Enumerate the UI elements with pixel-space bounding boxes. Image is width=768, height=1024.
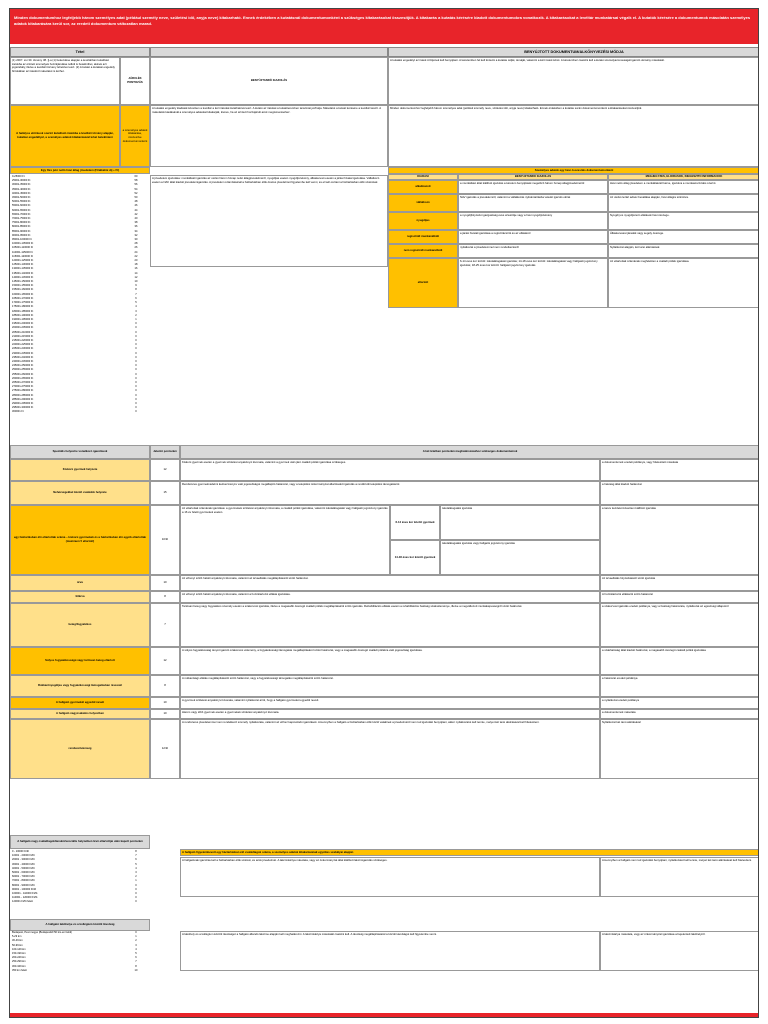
income-row-points: 0 — [135, 410, 137, 414]
income-row-points: 50 — [134, 196, 138, 200]
income-row-label: 180001-185000 Ft — [12, 309, 34, 313]
income-row-label: 60001-65000 Ft — [12, 208, 31, 212]
section-c-row-points: 8 — [135, 850, 137, 853]
income-row-points: 0 — [135, 393, 137, 397]
section-c-row-points: 5 — [135, 862, 137, 866]
situation-points: 8 — [150, 591, 180, 603]
section-d-row-label: 250-299 km — [12, 960, 26, 964]
situation-label: Kiskorú gyermek helyzete — [10, 459, 150, 481]
income-row-points: 0 — [135, 326, 137, 330]
situation-points: 12 — [150, 647, 180, 675]
category-certificate: NAV igazolás a jövedelemről, valamint a vállalkozás nyilvántartásba vételét igazoló okirat — [458, 194, 608, 212]
section-d-row-label: 5-29 km — [12, 935, 22, 939]
situation-sub-text: iskolalátogatási igazolás vagy hallgatói jogviszony igazolás — [440, 540, 600, 575]
income-row-points: 42 — [134, 212, 138, 216]
section-c-row-label: 60001 - 70000 Ft/fő — [12, 875, 35, 879]
situation-note: a dokumentumok eredeti példánya, vagy hitelesített másolata — [600, 459, 759, 481]
section-c-row-label: 20001 - 30000 Ft/fő — [12, 858, 35, 862]
section-c-row-label: 10001 - 20000 Ft/fő — [12, 854, 35, 858]
section-a-col-header: Személyes adatok egy havi összesítés dokumentumonként — [388, 167, 759, 174]
income-row-label: 130001-135000 Ft — [12, 267, 34, 271]
income-row-points: 0 — [135, 401, 137, 405]
income-row-points: 0 — [135, 359, 137, 363]
section-d-row-label: 50-99 km — [12, 943, 23, 947]
income-row-label: 245001-250000 Ft — [12, 364, 34, 368]
section-c-row-points: 6 — [135, 858, 137, 862]
situation-certificate: Az elhunyt szülő halotti anyakönyvi kivonata, valamint a hozzátartozói ellátás igazolása. — [180, 591, 600, 603]
situation-points: 15 — [150, 481, 180, 505]
income-row-points: 0 — [135, 364, 137, 368]
situation-note: a dokumentumok másolata — [600, 709, 759, 719]
category-label: eltartott — [388, 258, 458, 308]
situation-note: Nyilatkozat két tanú aláírásával — [600, 719, 759, 779]
income-row-points: 24 — [134, 250, 138, 254]
category-note: Nyugdíj és nyugdíjszerű ellátások havi összege. — [608, 212, 759, 230]
row1-description: A kutatási engedélyt az iratok őrzőjének kell benyújtani. A kérelemben fel kell tüntetni a kutatás célját, témáját, valamint a kért iratok körét. A kérelemhez csatolni kell a kutató személyazonosságát igazoló okmány másolatát. — [388, 57, 759, 105]
situation-sub-label: 14-18 éves kor között gyermek — [390, 540, 440, 575]
situation-certificate: Három vagy több gyermek esetén a gyermekek születési anyakönyvi kivonata. — [180, 709, 600, 719]
income-row-points: 52 — [134, 191, 138, 195]
situation-note: a nyilatkozat eredeti példánya — [600, 697, 759, 709]
income-row-label: 195001-200000 Ft — [12, 322, 34, 326]
situation-points: 7 — [150, 603, 180, 647]
income-row-points: 30 — [134, 238, 138, 242]
section-d-row-points: 0 — [135, 931, 137, 934]
income-row-points: 60 — [134, 175, 138, 178]
situation-note: a szakhatóság által kiadott határozat, a magasabb összegű családi pótlék igazolása — [600, 647, 759, 675]
income-row-label: 125001-130000 Ft — [12, 263, 34, 267]
situation-label: beteg/fogyatékos — [10, 603, 150, 647]
income-row-label: 40001-45000 Ft — [12, 191, 31, 195]
situation-points: 12 — [150, 459, 180, 481]
section-c-row-label: 0 - 10000 Ft/fő — [12, 850, 29, 853]
income-row-label: 215001-220000 Ft — [12, 338, 34, 342]
income-row-label: 295001-300000 Ft — [12, 406, 34, 410]
section-d-title: A hallgató lakóhelye és a kollégium közötti távolság — [10, 919, 150, 931]
income-row-points: 0 — [135, 406, 137, 410]
situation-label: rendszertelenség — [10, 719, 150, 779]
income-row-label: 90001-95000 Ft — [12, 233, 31, 237]
income-row-points: 38 — [134, 221, 138, 225]
income-row-points: 5 — [135, 301, 137, 305]
income-row-label: 115001-120000 Ft — [12, 254, 34, 258]
section-c-row-label: 30001 - 40000 Ft/fő — [12, 862, 35, 866]
row2-mid-text: A kutatási engedély kiadását követően a levéltár a kért iratokat kutathatóvá teszi. A kutató az iratokat a kutatóteremben tanulmányozhatja. Másolatot a kutató kérésére a levéltár készít. A másolatok kiadásánál a személyes adatokat kitakarják, kivéve, ha az érintett hozzájárult azok megismeréséhez. — [150, 105, 388, 167]
section-c-row-points: 0 — [135, 896, 137, 900]
income-row-points: 18 — [134, 263, 138, 267]
income-row-points: 0 — [135, 389, 137, 393]
income-row-points: 44 — [134, 208, 138, 212]
category-note: Álláskeresési járadék vagy segély összege. — [608, 230, 759, 244]
income-row-label: 70001-75000 Ft — [12, 217, 31, 221]
situation-label: egy háztartásban élő eltartottak száma – kiskorú gyermekek és a háztartásban élő egyéb eltartottak (maximum 5 eltartott) — [10, 505, 150, 575]
row1-certificate-header: BENYÚJTANDÓ IGAZOLÁS — [150, 57, 388, 105]
income-row-label: 200001-205000 Ft — [12, 326, 34, 330]
income-row-points: 32 — [134, 233, 138, 237]
income-row-label: 260001-265000 Ft — [12, 376, 34, 380]
income-row-points: 0 — [135, 376, 137, 380]
section-a-title: Egy főre jutó nettó havi átlag jövedelem (Ft/alkalmi díj + Ft) — [10, 167, 150, 174]
income-row-points: 34 — [134, 229, 138, 233]
situation-points: 10/fő — [150, 505, 180, 575]
header-item: Tétel — [10, 47, 150, 57]
income-row-label: 165001-170000 Ft — [12, 296, 34, 300]
section-c-row-points: 0 — [135, 900, 137, 904]
income-row-label: 160001-165000 Ft — [12, 292, 34, 296]
income-row-points: 22 — [134, 254, 138, 258]
section-c-row-points: 3 — [135, 871, 137, 875]
income-row-label: 175001-180000 Ft — [12, 305, 34, 309]
row2-right-text: Minden dokumentumhoz legfeljebb három személyes adat (például személy neve, születési idő, anyja neve) kitakarható. Ennek érdekében a kutatás során dokumentumonként a kitakarásokat összesítjük. — [388, 105, 759, 167]
income-row-points: 6 — [135, 296, 137, 300]
income-row-label: 150001-155000 Ft — [12, 284, 34, 288]
section-c-row-label: 90001 - 100000 Ft/fő — [12, 887, 37, 891]
income-row-points: 8 — [135, 288, 137, 292]
document-page — [9, 8, 759, 1018]
situation-sub-text: iskolalátogatási igazolás — [440, 505, 600, 540]
section-c-row-label: 50001 - 60000 Ft/fő — [12, 871, 35, 875]
section-d-row-label: 200-249 km — [12, 956, 26, 960]
income-row-points: 0 — [135, 343, 137, 347]
income-row-label: 35001-40000 Ft — [12, 187, 31, 191]
situation-note: Az árvaellátás folyósításáról szóló igazolás — [600, 575, 759, 591]
section-d-right-text: A lakcímkártya másolata, vagy az önkormányzat igazolása a bejelentett lakóhelyről. — [600, 931, 759, 971]
situation-note: a tanév kezdetét követően kiállított igazolás — [600, 505, 759, 575]
income-row-label: 65001-70000 Ft — [12, 212, 31, 216]
section-d-row-points: 5 — [135, 952, 137, 956]
situation-note: a hatóság által kiadott határozat — [600, 481, 759, 505]
income-row-points: 3 — [135, 309, 137, 313]
category-note: Nyilatkozat alapján, két tanú aláírásával. — [608, 244, 759, 258]
section-c-points — [122, 850, 150, 910]
section-d-points — [122, 931, 150, 1017]
section-c-row-label: 110001 - 120000 Ft/fő — [12, 896, 38, 900]
section-d-mid-text: A lakóhely és a kollégium közötti távolságot a hallgató állandó lakcíme alapján kell meghatározni. A lakcímkártya másolatát csatolni kell. A távolság megállapításánál a közúti távolságot kell figyelembe venni. — [180, 931, 600, 971]
situation-certificate: Az elhunyt szülő halotti anyakönyvi kivonata, valamint az árvaellátás megállapításáról szóló határozat. — [180, 575, 600, 591]
income-row-points: 10 — [134, 280, 138, 284]
situation-certificate: Tartósan beteg vagy fogyatékos személy esetén a szakorvosi igazolás, illetve a magasabb összegű családi pótlék megállapításáról szóló igazolás. Rehabilitációs ellátás esetén a rehabilitációs hatóság szakvéleménye, illetve a megváltozott munkaképességről szóló határozat. — [180, 603, 600, 647]
income-row-points: 0 — [135, 330, 137, 334]
situation-sub-label: 6-14 éves kor között gyermek — [390, 505, 440, 540]
income-row-label: 170001-175000 Ft — [12, 301, 34, 305]
income-row-points: 28 — [134, 242, 138, 246]
section-c-row-label: 100001 - 110000 Ft/fő — [12, 892, 38, 896]
income-row-label: 240001-245000 Ft — [12, 359, 34, 363]
situation-label: Nehézségekkel küzdő családok helyzete — [10, 481, 150, 505]
income-row-label: 300001 Ft — [12, 410, 24, 414]
header-document-mode: BENYÚJTOTT DOKUMENTUM/ALKÖNYVEZÉSI MÓDJA — [388, 47, 759, 57]
income-row-points: 14 — [134, 271, 138, 275]
category-note: Az eltartottak számának megfelelően a családi pótlék igazolása. — [608, 258, 759, 308]
income-row-label: 45001-50000 Ft — [12, 196, 31, 200]
category-certificate: a nyugdíjfolyósító igazgatóság éves értesítője vagy a havi nyugdíjszelvény — [458, 212, 608, 230]
section-c-row-points: 2 — [135, 875, 137, 879]
situation-points: 8 — [150, 675, 180, 697]
section-d-row-label: 150-199 km — [12, 952, 26, 956]
section-d-row-points: 6 — [135, 956, 137, 960]
section-c-row-points: 0 — [135, 892, 137, 896]
section-a-sub-right: MEGJEGYZÉS, ELŐÍRÁSOK, KIEGÉSZÍTŐ INFORMÁCIÓK — [608, 174, 759, 180]
income-row-points: 7 — [135, 292, 137, 296]
income-row-label: 155001-160000 Ft — [12, 288, 34, 292]
income-row-label: 265001-270000 Ft — [12, 380, 34, 384]
income-row-label: 225001-230000 Ft — [12, 347, 34, 351]
category-certificate: a járási hivatal igazolása a regisztrációról és az ellátásról — [458, 230, 608, 244]
section-c-row-points: 0 — [135, 887, 137, 891]
income-row-label: 220001-225000 Ft — [12, 343, 34, 347]
income-row-label: 30001-35000 Ft — [12, 183, 31, 187]
income-row-points: 54 — [134, 187, 138, 191]
income-row-points: 0 — [135, 397, 137, 401]
section-c-row-points: 7 — [135, 854, 137, 858]
income-row-points: 26 — [134, 246, 138, 250]
income-row-label: 75001-80000 Ft — [12, 221, 31, 225]
section-d-row-points: 7 — [135, 960, 137, 964]
income-row-label: 85001-90000 Ft — [12, 229, 31, 233]
situation-note: A hozzátartozói ellátásról szóló határozat — [600, 591, 759, 603]
income-row-label: 205001-210000 Ft — [12, 330, 34, 334]
income-row-points: 20 — [134, 259, 138, 263]
situation-label: Rokkantnyugdíjas vagy fogyatékossági támogatásban részesül — [10, 675, 150, 697]
situation-points: 10 — [150, 575, 180, 591]
section-c-right-text: Amennyiben a hallgató nem tud igazolást benyújtani, nyilatkozatot kell tennie, melyet két tanú aláírásával kell hitelesíteni. — [600, 857, 759, 897]
situation-label: A hallgató nagycsaládos helyzetben — [10, 709, 150, 719]
income-row-label: 185001-190000 Ft — [12, 313, 34, 317]
income-row-points: 56 — [134, 183, 138, 187]
income-row-label: 135001-140000 Ft — [12, 271, 34, 275]
section-c-row-label: 70001 - 80000 Ft/fő — [12, 879, 35, 883]
situation-certificate: Kiskorú gyermek esetén a gyermek születési anyakönyvi kivonata, valamint a gyermek után járó családi pótlék igazolása szükséges. — [180, 459, 600, 481]
income-list — [12, 175, 122, 443]
row2-title: A hatályos előírások szerint kutatható iratokba a levéltári törvény alapján, kutatási engedéllyel, a személyes adatok kitakarásával lehet betekinteni — [10, 105, 120, 167]
section-d-row-label: Budapest, Pest megye (Budapesttől 50 km-en belül) — [12, 931, 72, 934]
section-d-row-points: 1 — [135, 935, 137, 939]
income-row-label: 100001-105000 Ft — [12, 242, 34, 246]
income-row-label: 145001-150000 Ft — [12, 280, 34, 284]
income-row-points: 0 — [135, 380, 137, 384]
income-row-points: 0 — [135, 347, 137, 351]
section-b-points-header: Jelentő pontszám — [150, 445, 180, 459]
income-row-points: 16 — [134, 267, 138, 271]
situation-note: a szakorvosi igazolás eredeti példánya, vagy a hatóság határozata, nyilatkozat az egészségi állapotról — [600, 603, 759, 647]
situation-label: A hallgató gyermekét egyedül neveli — [10, 697, 150, 709]
situation-note: a határozat eredeti példánya — [600, 675, 759, 697]
section-a-sub-mid: BENYÚJTANDÓ IGAZOLÁS — [458, 174, 608, 180]
income-row-points: 48 — [134, 200, 138, 204]
section-a-sub-left: KIADÁSI — [388, 174, 458, 180]
section-c-row-label: 40001 - 50000 Ft/fő — [12, 866, 35, 870]
income-row-points: 36 — [134, 225, 138, 229]
situation-certificate: Az eltartottak számának igazolása: a gyermekek születési anyakönyvi kivonata, a családi pótlék igazolása, valamint iskolalátogatási vagy hallgatói jogviszony igazolás a 16 év feletti gyermekek esetén. — [180, 505, 390, 575]
section-d-row-points: 4 — [135, 947, 137, 951]
category-certificate: nyilatkozat a jövedelemmel nem rendelkezésről — [458, 244, 608, 258]
income-row-label: 210001-215000 Ft — [12, 334, 34, 338]
section-d-row-label: 100-149 km — [12, 947, 26, 951]
income-row-label: 290001-295000 Ft — [12, 401, 34, 405]
income-row-label: 110001-115000 Ft — [12, 250, 33, 254]
income-row-points: 46 — [134, 204, 138, 208]
income-row-points: 0 — [135, 351, 137, 355]
income-row-points: 40 — [134, 217, 138, 221]
category-note: Havi nettó átlag jövedelem a munkáltatótól kérve, igazolva a munkaszerződés szerint. — [608, 180, 759, 194]
section-c-row-label: 120001 Ft/fő felett — [12, 900, 33, 904]
section-c-mid-text: A hallgatónak igazolnia kell a háztartásban élők számát, és azok jövedelmét. A lakcímkártya másolata, vagy az önkormányzat által kiállított lakcímigazolás szükséges. — [180, 857, 600, 897]
income-row-points: 0 — [135, 385, 137, 389]
situation-label: félárva — [10, 591, 150, 603]
income-row-label: 95001-100000 Ft — [12, 238, 32, 242]
income-row-points: 0 — [135, 322, 137, 326]
income-row-label: 230001-235000 Ft — [12, 351, 34, 355]
income-row-label: 190001-195000 Ft — [12, 317, 34, 321]
section-d-row-label: 30-49 km — [12, 939, 23, 943]
situation-label: árva — [10, 575, 150, 591]
section-c-list — [12, 850, 122, 910]
category-certificate: 6-14 éves kor között: iskolalátogatási igazolás; 14-18 éves kor között: iskolalátogatási vagy hallgatói jogviszony igazolás; 18-25 éves kor között: hallgatói jogviszony igazolás — [458, 258, 608, 308]
category-certificate: a munkáltató által kiállított igazolás a kérelem benyújtását megelőző három hónap átlagjövedelméről — [458, 180, 608, 194]
income-row-label: 80001-85000 Ft — [12, 225, 31, 229]
situation-certificate: A gyermek születési anyakönyvi kivonata, valamint nyilatkozat arról, hogy a hallgató gyermekét egyedül neveli. — [180, 697, 600, 709]
income-row-label: 50001-55000 Ft — [12, 200, 31, 204]
situation-certificate: A súlyos fogyatékosság tényét igazoló szakorvosi vélemény, a fogyatékossági támogatás megállapításáról szóló határozat, vagy a magasabb összegű családi pótlékra való jogosultság igazolása. — [180, 647, 600, 675]
income-row-label: 235001-240000 Ft — [12, 355, 34, 359]
income-row-label: 280001-285000 Ft — [12, 393, 34, 397]
section-d-row-points: 10 — [134, 968, 138, 972]
income-row-points: 1 — [135, 317, 137, 321]
income-row-points: 0 — [135, 334, 137, 338]
income-row-label: 0-25000 Ft — [12, 175, 25, 178]
situation-points: 10 — [150, 697, 180, 709]
section-d-row-points: 8 — [135, 964, 137, 968]
section-b-right-header: A két tételben pontszám meghatározásához szükséges dokumentumok — [180, 445, 759, 459]
category-label: regisztrált munkanélküli — [388, 230, 458, 244]
income-row-points: 12 — [134, 275, 138, 279]
income-row-label: 275001-280000 Ft — [12, 389, 34, 393]
income-row-label: 55001-60000 Ft — [12, 204, 31, 208]
header-filler — [150, 47, 388, 57]
situation-points: 10 — [150, 709, 180, 719]
income-row-label: 270001-275000 Ft — [12, 385, 34, 389]
row1-legal-text: (1) 2007. évi 30. törvény 38. §-a (1) bekezdése alapján a levéltárban kutatható iratokba az érintett személyek hozzájárulása nélkül is betekinthet, akinek azt jogszabály, illetve a levéltári törvény lehetővé teszi. (2) A kutató a kutatási engedély birtokában az iratokról másolatot is kérhet. — [10, 57, 120, 105]
income-row-points: 0 — [135, 338, 137, 342]
income-row-label: 255001-260000 Ft — [12, 372, 34, 376]
income-row-points: 0 — [135, 368, 137, 372]
row2-yellow-note: a személyes adatok kitakarása, összesítve dokumentumonként — [120, 105, 150, 167]
section-a-mid-text: A jövedelem igazolása: munkáltatói igazolás az utolsó három hónap nettó átlagjövedelméről, nyugdíjas esetén nyugdíjszelvény, álláskereső esetén a járási hivatal igazolása. Vállalkozó esetén a NAV által kiadott jövedelemigazolás. A jövedelem számításánál a háztartásban élők összes jövedelmét figyelembe kell venni, és el kell osztani a háztartásban élők számával. — [150, 175, 388, 267]
section-c-row-points: 0 — [135, 883, 137, 887]
income-row-points: 58 — [134, 179, 138, 183]
income-row-label: 120001-125000 Ft — [12, 259, 34, 263]
situation-certificate: A rendszeres jövedelemmel nem rendelkező személy nyilatkozata, valamint az ehhez kapcsolódó igazolások. Amennyiben a hallgató a háztartásban élők közül valakinek a jövedelméről nem tud igazolást benyújtani, akkor nyilatkozatot kell tennie, melyet két tanú aláírásával kell hitelesíteni. — [180, 719, 600, 779]
section-d-list — [12, 931, 122, 1017]
category-label: alkalmazott — [388, 180, 458, 194]
warning-banner: Minden dokumentumhoz legfeljebb három személyes adat (például személy neve, születési idő, anyja neve) kitakarható. Ennek érdekében a kutatásnál dokumentumonként a szükséges kitakarásokat összesítjük. A kitakarás a kutatás kérésére kiadott dokumentumokra vonatkozik. A kitakarásokat a levéltár munkatársai végzik el. A kutatók kérésére a dokumentumok másolatán személyes adatok kitakarására kerül sor, az eredeti dokumentum változatlan marad. — [10, 9, 758, 44]
row1-points-header: JÁRULÉK PONTOZÁS — [120, 57, 150, 105]
income-row-label: 250001-255000 Ft — [12, 368, 34, 372]
section-d-row-label: 350 km felett — [12, 968, 27, 972]
income-row-label: 140001-145000 Ft — [12, 275, 34, 279]
section-d-row-points: 3 — [135, 943, 137, 947]
section-b-title: Speciális helyzetre vonatkozó igazolások — [10, 445, 150, 459]
income-points-list — [122, 175, 150, 443]
income-row-points: 9 — [135, 284, 137, 288]
category-note: Az utolsó lezárt adóév bevallása alapján, havi átlagra számítva. — [608, 194, 759, 212]
section-c-title: A hallgató nagy családtagok/tanulói/szociális helyzetben lévő eltartottjai után kapott pontszám — [10, 835, 150, 849]
income-row-points: 0 — [135, 372, 137, 376]
category-label: vállalkozó — [388, 194, 458, 212]
category-label: nem regisztrált munkanélküli — [388, 244, 458, 258]
income-row-points: 2 — [135, 313, 137, 317]
income-row-points: 0 — [135, 355, 137, 359]
bottom-red-band — [10, 1013, 758, 1018]
income-row-label: 25001-30000 Ft — [12, 179, 31, 183]
section-c-row-points: 1 — [135, 879, 137, 883]
situation-points: 12/fő — [150, 719, 180, 779]
section-d-row-label: 300-349 km — [12, 964, 26, 968]
section-c-row-points: 4 — [135, 866, 137, 870]
situation-certificate: Rendszeres gyermekvédelmi kedvezményre való jogosultságot megállapító határozat, vagy a települési önkormányzat által kiadott igazolás a rendkívüli települési támogatásról. — [180, 481, 600, 505]
income-row-label: 105001-110000 Ft — [12, 246, 34, 250]
category-label: nyugdíjas — [388, 212, 458, 230]
section-c-row-label: 80001 - 90000 Ft/fő — [12, 883, 35, 887]
income-row-points: 4 — [135, 305, 137, 309]
situation-certificate: A rokkantsági ellátás megállapításáról szóló határozat, vagy a fogyatékossági támogatás megállapításáról szóló határozat. — [180, 675, 600, 697]
income-row-label: 285001-290000 Ft — [12, 397, 34, 401]
section-d-row-points: 2 — [135, 939, 137, 943]
section-c-yellow-note: A hallgató figyelembevett egy háztartásban élő családtagok száma, a személyes adatok kitakarásának együttes szabályai alapján — [180, 849, 759, 856]
situation-label: Súlyos fogyatékosságú vagy tartósan beteg eltartott — [10, 647, 150, 675]
